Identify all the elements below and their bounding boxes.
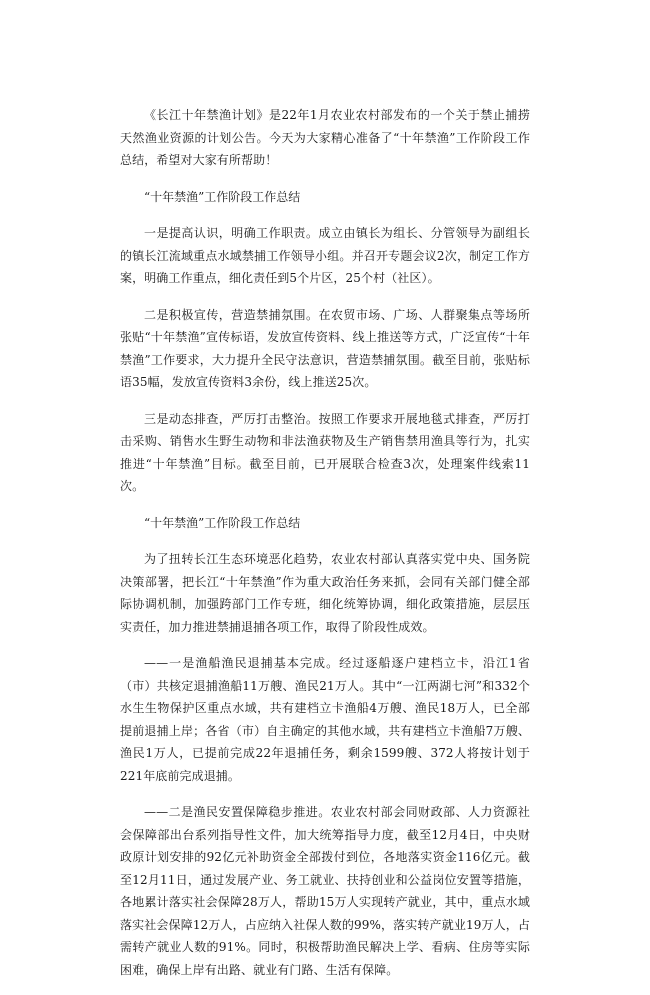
paragraph-2: 二是积极宣传，营造禁捕氛围。在农贸市场、广场、人群聚集点等场所张贴“十年禁渔”宣传标语，发放宣传资料、线上推送等方式，广泛宣传“十年禁渔”工作要求，大力提升全民守法意识，营造禁捕氛围。截至目前，张贴标语35幅，发放宣传资料3余份，线上推送25次。 [120,307,530,389]
document-page [120,104,530,995]
paragraph-4: 为了扭转长江生态环境恶化趋势，农业农村部认真落实党中央、国务院决策部署，把长江“十年禁渔”作为重大政治任务来抓，会同有关部门健全部际协调机制，加强跨部门工作专班，细化统筹协调，细化政策措施，层层压实责任，加力推进禁捕退捕各项工作，取得了阶段性成效。 [120,552,530,634]
paragraph-6: ——二是渔民安置保障稳步推进。农业农村部会同财政部、人力资源社会保障部出台系列指导性文件，加大统筹指导力度，截至12月4日，中央财政原计划安排的92亿元补助资金全部拨付到位，各地落实资金116亿元。截至12月11日，通过发展产业、务工就业、扶持创业和公益岗位安置等措施，各地累计落实社会保障28万人，帮助15万人实现转产就业，其中，重点水域落实社会保障12万人，占应纳入社保人数的99%，落实转产就业19万人，占需转产就业人数的91%。同时，积极帮助渔民解决上学、看病、住房等实际困难，确保上岸有出路、就业有门路、生活有保障。 [120,805,530,977]
section-heading-1: “十年禁渔”工作阶段工作总结 [144,189,301,204]
paragraph-1: 一是提高认识，明确工作职责。成立由镇长为组长、分管领导为副组长的镇长江流域重点水域禁捕工作领导小组。并召开专题会议2次，制定工作方案，明确工作重点，细化责任到5个片区，25个村（社区）。 [120,226,530,285]
paragraph-3: 三是动态排查，严厉打击整治。按照工作要求开展地毯式排查，严厉打击采购、销售水生野生动物和非法渔获物及生产销售禁用渔具等行为，扎实推进“十年禁渔”目标。截至目前，已开展联合检查3次，处理案件线索11次。 [120,411,530,493]
section-heading-2: “十年禁渔”工作阶段工作总结 [144,515,301,530]
paragraph-5: ——一是渔船渔民退捕基本完成。经过逐船逐户建档立卡，沿江1省（市）共核定退捕渔船11万艘、渔民21万人。其中“一江两湖七河”和332个水生生物保护区重点水域，共有建档立卡渔船4万艘、渔民18万人，已全部提前退捕上岸；各省（市）自主确定的其他水域，共有建档立卡渔船7万艘、渔民1万人，已提前完成22年退捕任务，剩余1599艘、372人将按计划于221年底前完成退捕。 [120,656,530,783]
intro-paragraph: 《长江十年禁渔计划》是22年1月农业农村部发布的一个关于禁止捕捞天然渔业资源的计划公告。今天为大家精心准备了“十年禁渔”工作阶段工作总结，希望对大家有所帮助！ [120,108,530,167]
